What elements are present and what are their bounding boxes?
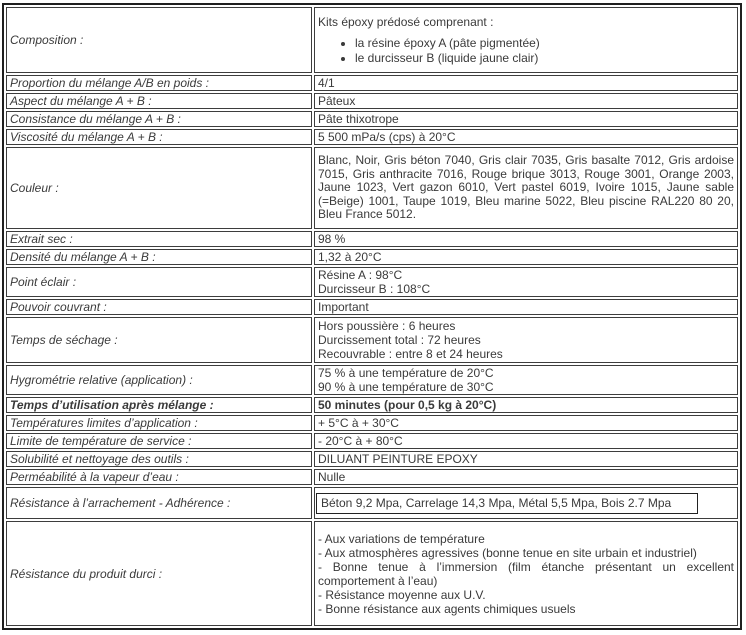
row-label: [6, 521, 312, 626]
row-label-text: Limite de température de service :: [10, 434, 192, 448]
row-label-text: Composition :: [10, 33, 84, 47]
value-line: Recouvrable : entre 8 et 24 heures: [318, 347, 503, 361]
row-value: Nulle: [314, 469, 738, 485]
row-value: [314, 267, 738, 297]
row-label-text: Consistance du mélange A + B :: [10, 112, 181, 126]
value-line: - Aux variations de température: [318, 531, 485, 546]
row-label-text: Couleur :: [10, 181, 59, 195]
row-label-text: Point éclair :: [10, 275, 77, 289]
bullet-item: • le durcisseur B (liquide jaune clair): [355, 51, 734, 66]
row-label: [6, 231, 312, 247]
row-value: 98 %: [314, 231, 738, 247]
table-row-composition: [6, 7, 738, 73]
value-line: Durcisseur B : 108°C: [318, 282, 431, 296]
row-label: [6, 111, 312, 127]
table-row-temps-sechage: [6, 317, 738, 363]
table-row-extrait-sec: [6, 231, 738, 247]
row-label: [6, 469, 312, 485]
table-row-resistance-arrachement: [6, 487, 738, 519]
row-label-text: Résistance du produit durci :: [10, 566, 163, 581]
table-row-densite-melange: [6, 249, 738, 265]
row-label-text: Temps de séchage :: [10, 333, 118, 347]
row-label-text: Hygrométrie relative (application) :: [10, 373, 193, 387]
technical-data-table: [2, 3, 742, 630]
couleur-text: Blanc, Noir, Gris béton 7040, Gris clair 7035, Gris basalte 7012, Gris ardoise 7015, Gris anthracite 7016, Rouge brique 3013, Rouge 3001, Orange 2003, Jaune 1023, Vert gazon 6010, Vert pastel 6019, Ivoire 1015, Jaune sable (=Beige) 1001, Taupe 1019, Bleu marine 5022, Bleu piscine RAL220 80 20, Bleu France 5012.: [318, 153, 734, 222]
row-value: + 5°C à + 30°C: [314, 415, 738, 431]
row-label: [6, 487, 312, 519]
row-label-text: Résistance à l’arrachement - Adhérence :: [10, 496, 231, 510]
composition-bullet-list: [318, 36, 734, 66]
row-value: [314, 487, 738, 519]
row-value: [314, 7, 738, 73]
row-label-text: Viscosité du mélange A + B :: [10, 130, 163, 144]
value-line: - Aux atmosphères agressives (bonne tenue en site urbain et industriel): [318, 545, 697, 560]
row-label: [6, 317, 312, 363]
row-value: DILUANT PEINTURE EPOXY: [314, 451, 738, 467]
row-value: [314, 147, 738, 229]
table-row-hygrometrie-relative: [6, 365, 738, 395]
row-label-text: Proportion du mélange A/B en poids :: [10, 76, 210, 90]
row-label: [6, 397, 312, 413]
row-label: [6, 299, 312, 315]
row-label-text: Pouvoir couvrant :: [10, 300, 107, 314]
row-value: 50 minutes (pour 0,5 kg à 20°C): [314, 397, 738, 413]
row-label-text: Aspect du mélange A + B :: [10, 94, 152, 108]
row-value: - 20°C à + 80°C: [314, 433, 738, 449]
value-line: 75 % à une température de 20°C: [318, 366, 494, 380]
table-row-permeabilite-vapeur-eau: [6, 469, 738, 485]
row-value: [314, 365, 738, 395]
table-row-limite-temperature-service: [6, 433, 738, 449]
row-label-text: Températures limites d’application :: [10, 416, 198, 430]
row-label: [6, 93, 312, 109]
table-row-aspect-melange: [6, 93, 738, 109]
table-row-pouvoir-couvrant: [6, 299, 738, 315]
row-label-text: Perméabilité à la vapeur d’eau :: [10, 470, 179, 484]
value-line: - Résistance moyenne aux U.V.: [318, 587, 486, 602]
row-value: Pâteux: [314, 93, 738, 109]
table-row-solubilite-nettoyage: [6, 451, 738, 467]
composition-intro: Kits époxy prédosé comprenant :: [318, 14, 494, 29]
value-line: 90 % à une température de 30°C: [318, 380, 494, 394]
row-label: [6, 415, 312, 431]
value-line: Résine A : 98°C: [318, 268, 403, 282]
row-label: [6, 365, 312, 395]
adhesion-value-box: Béton 9,2 Mpa, Carrelage 14,3 Mpa, Métal 5,5 Mpa, Bois 2.7 Mpa: [316, 493, 698, 514]
table-row-temps-utilisation: [6, 397, 738, 413]
row-value: [314, 317, 738, 363]
row-label: [6, 75, 312, 91]
table-row-consistance-melange: [6, 111, 738, 127]
row-value: 1,32 à 20°C: [314, 249, 738, 265]
row-value: Pâte thixotrope: [314, 111, 738, 127]
value-line: Hors poussière : 6 heures: [318, 319, 456, 333]
value-line: Durcissement total : 72 heures: [318, 333, 481, 347]
table-row-proportion-melange: [6, 75, 738, 91]
value-line: - Bonne tenue à l’immersion (film étanche présentant un excellent comportement à l’eau): [318, 559, 734, 588]
row-label: [6, 451, 312, 467]
row-label: [6, 7, 312, 73]
row-label-text: Densité du mélange A + B :: [10, 250, 156, 264]
row-label: [6, 433, 312, 449]
row-value: Important: [314, 299, 738, 315]
table-row-point-eclair: [6, 267, 738, 297]
row-label: [6, 147, 312, 229]
row-label-text: Temps d’utilisation après mélange :: [10, 398, 214, 412]
row-value: 4/1: [314, 75, 738, 91]
table-row-resistance-produit-durci: [6, 521, 738, 626]
table-row-viscosite-melange: [6, 129, 738, 145]
row-label-text: Solubilité et nettoyage des outils :: [10, 452, 189, 466]
row-label-text: Extrait sec :: [10, 232, 73, 246]
table-row-temperatures-limites-application: [6, 415, 738, 431]
table-row-couleur: [6, 147, 738, 229]
row-label: [6, 129, 312, 145]
row-value: 5 500 mPa/s (cps) à 20°C: [314, 129, 738, 145]
row-label: [6, 249, 312, 265]
row-label: [6, 267, 312, 297]
row-value: [314, 521, 738, 626]
value-line: - Bonne résistance aux agents chimiques usuels: [318, 601, 576, 616]
bullet-item: • la résine époxy A (pâte pigmentée): [355, 36, 734, 51]
